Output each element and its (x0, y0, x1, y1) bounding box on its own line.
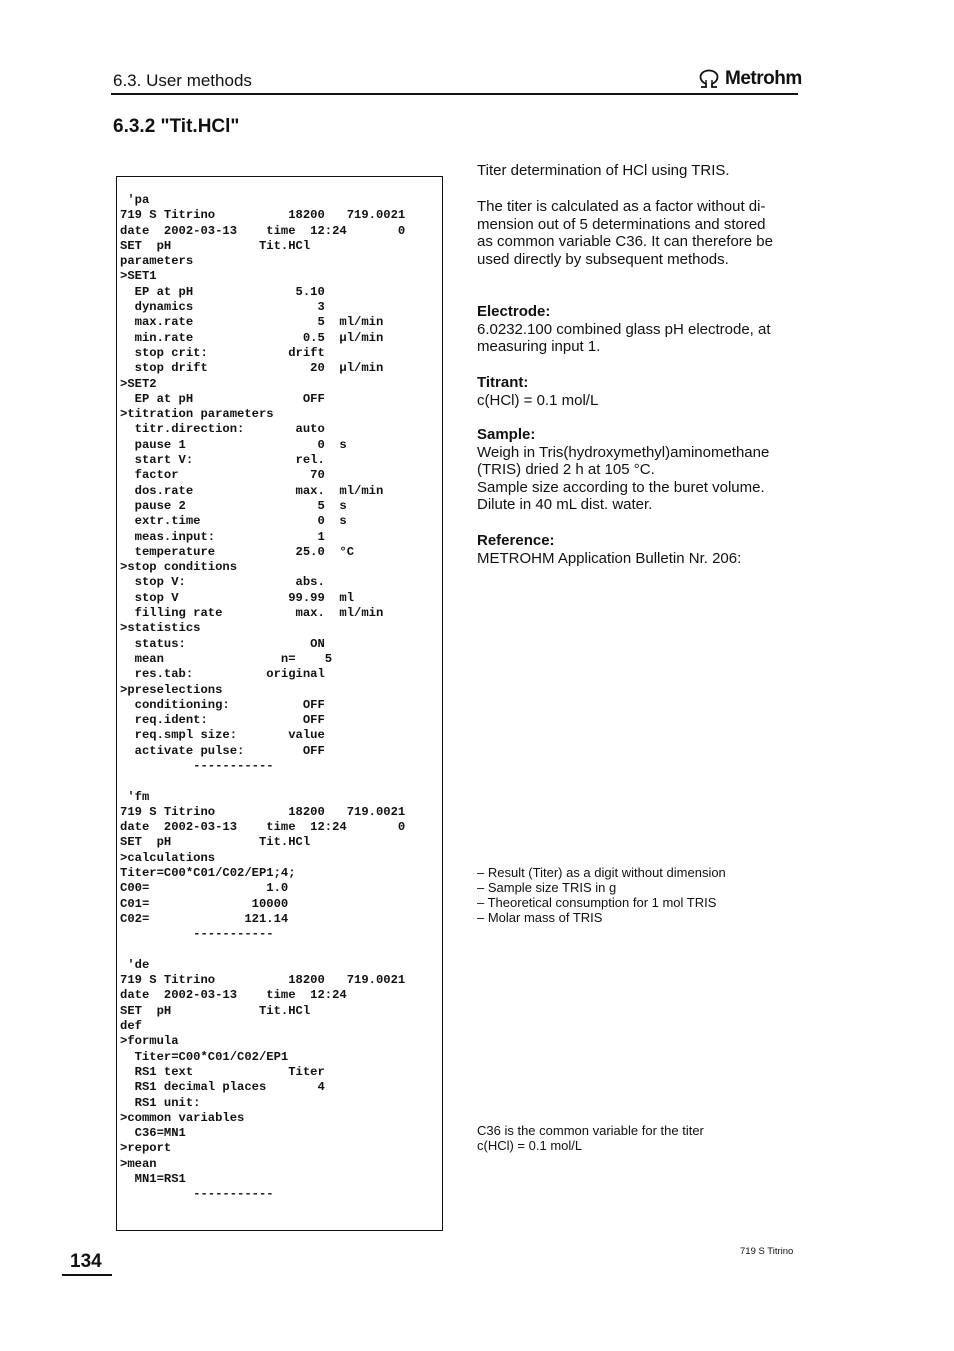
printout-line: ----------- (120, 758, 274, 773)
electrode-heading: Electrode: (477, 303, 551, 320)
printout-line: stop drift 20 µl/min (120, 361, 384, 376)
calc-note: – Molar mass of TRIS (477, 910, 603, 925)
printout-line: conditioning: OFF (120, 697, 325, 712)
reference-heading: Reference: (477, 532, 555, 549)
printout-line: 'de (120, 957, 150, 972)
printout-line: RS1 text Titer (120, 1064, 325, 1079)
method-printout-box (116, 176, 443, 1231)
description-line: as common variable C36. It can therefore be (477, 233, 773, 251)
printout-line: Titer=C00*C01/C02/EP1 (120, 1049, 289, 1064)
printout-line: stop crit: drift (120, 345, 325, 360)
printout-line: >titration parameters (120, 407, 274, 422)
printout-line: meas.input: 1 (120, 529, 325, 544)
printout-line: req.ident: OFF (120, 713, 325, 728)
printout-line: pause 1 0 s (120, 437, 347, 452)
printout-line: factor 70 (120, 468, 325, 483)
printout-line: status: ON (120, 636, 325, 651)
printout-line: 'fm (120, 789, 150, 804)
printout-line: C36=MN1 (120, 1126, 186, 1141)
printout-line: RS1 decimal places 4 (120, 1080, 325, 1095)
page-number: 134 (70, 1251, 102, 1272)
printout-line: temperature 25.0 °C (120, 544, 355, 559)
header-rule (111, 93, 798, 95)
brand-name: Metrohm (725, 68, 802, 89)
printout-line: C00= 1.0 (120, 881, 289, 896)
printout-line (120, 943, 405, 958)
printout-line: C01= 10000 (120, 896, 289, 911)
titrant-heading: Titrant: (477, 374, 529, 391)
printout-line: 719 S Titrino 18200 719.0021 (120, 208, 406, 223)
sample-heading: Sample: (477, 426, 536, 443)
printout-line: min.rate 0.5 µl/min (120, 330, 384, 345)
sample-line: Dilute in 40 mL dist. water. (477, 496, 653, 514)
printout-line: EP at pH 5.10 (120, 284, 325, 299)
printout-line (120, 774, 405, 789)
printout-line: filling rate max. ml/min (120, 606, 384, 621)
c36-note: c(HCl) = 0.1 mol/L (477, 1138, 583, 1153)
section-heading: 6.3.2 "Tit.HCl" (113, 116, 240, 137)
printout-line: >statistics (120, 621, 201, 636)
printout-line: titr.direction: auto (120, 422, 325, 437)
header-section-title: 6.3. User methods (113, 71, 252, 90)
page-number-rule (62, 1274, 112, 1276)
printout-line: stop V 99.99 ml (120, 590, 355, 605)
printout-line: 'pa (120, 193, 150, 207)
printout-line: req.smpl size: value (120, 728, 325, 743)
printout-line: dos.rate max. ml/min (120, 483, 384, 498)
calculation-notes (477, 865, 726, 925)
printout-line: date 2002-03-13 time 12:24 0 (120, 820, 406, 835)
printout-line: activate pulse: OFF (120, 743, 325, 758)
calc-note: – Result (Titer) as a digit without dimension (477, 865, 726, 880)
printout-line: SET pH Tit.HCl (120, 1003, 311, 1018)
printout-line: RS1 unit: (120, 1095, 201, 1110)
printout-line: >common variables (120, 1110, 245, 1125)
printout-line: SET pH Tit.HCl (120, 238, 311, 253)
printout-line: stop V: abs. (120, 575, 325, 590)
footer-product: 719 S Titrino (740, 1246, 794, 1257)
printout-line: Titer=C00*C01/C02/EP1;4; (120, 866, 296, 881)
electrode-line: 6.0232.100 combined glass pH electrode, at (477, 320, 771, 338)
c36-note: C36 is the common variable for the titer (477, 1123, 704, 1138)
omega-logo-icon (697, 69, 721, 89)
method-printout (120, 193, 405, 1203)
printout-line: 719 S Titrino 18200 719.0021 (120, 973, 406, 988)
printout-line: >formula (120, 1034, 179, 1049)
printout-line: 719 S Titrino 18200 719.0021 (120, 804, 406, 819)
printout-line: dynamics 3 (120, 300, 325, 315)
printout-line: MN1=RS1 (120, 1172, 186, 1186)
intro-text: Titer determination of HCl using TRIS. (477, 162, 730, 179)
printout-line: def (120, 1019, 142, 1034)
titrant-block (477, 374, 797, 409)
calc-note: – Theoretical consumption for 1 mol TRIS (477, 895, 717, 910)
sample-block (477, 426, 797, 514)
printout-line: date 2002-03-13 time 12:24 0 (120, 223, 406, 238)
sample-line: Weigh in Tris(hydroxymethyl)aminomethane (477, 443, 770, 461)
printout-line: ----------- (120, 927, 274, 942)
electrode-block (477, 303, 797, 356)
printout-line: >preselections (120, 682, 223, 697)
printout-line: start V: rel. (120, 453, 325, 468)
electrode-line: measuring input 1. (477, 338, 601, 356)
description-line: The titer is calculated as a factor without di- (477, 198, 766, 215)
printout-line: ----------- (120, 1187, 274, 1202)
reference-block (477, 532, 797, 567)
sample-line: Sample size according to the buret volume. (477, 478, 765, 496)
brand-logo (697, 68, 802, 90)
printout-line: >calculations (120, 850, 216, 865)
description-line: mension out of 5 determinations and stored (477, 215, 766, 233)
sample-line: (TRIS) dried 2 h at 105 °C. (477, 461, 655, 479)
printout-line: >SET2 (120, 376, 157, 391)
printout-line: date 2002-03-13 time 12:24 (120, 988, 347, 1003)
printout-line: SET pH Tit.HCl (120, 835, 311, 850)
printout-line: pause 2 5 s (120, 498, 347, 513)
description-paragraph (477, 198, 797, 268)
reference-text: METROHM Application Bulletin Nr. 206: (477, 549, 742, 567)
common-variable-notes (477, 1123, 704, 1153)
printout-line: >report (120, 1141, 172, 1156)
printout-line: EP at pH OFF (120, 391, 325, 406)
titrant-text: c(HCl) = 0.1 mol/L (477, 391, 599, 409)
printout-line: res.tab: original (120, 667, 325, 682)
printout-line: >stop conditions (120, 560, 238, 575)
printout-line: extr.time 0 s (120, 514, 347, 529)
printout-line: C02= 121.14 (120, 911, 289, 926)
printout-line: max.rate 5 ml/min (120, 315, 384, 330)
printout-line: parameters (120, 254, 194, 269)
description-line: used directly by subsequent methods. (477, 250, 729, 268)
printout-line: mean n= 5 (120, 651, 333, 666)
calc-note: – Sample size TRIS in g (477, 880, 617, 895)
printout-line: >SET1 (120, 269, 157, 284)
printout-line: >mean (120, 1156, 157, 1171)
